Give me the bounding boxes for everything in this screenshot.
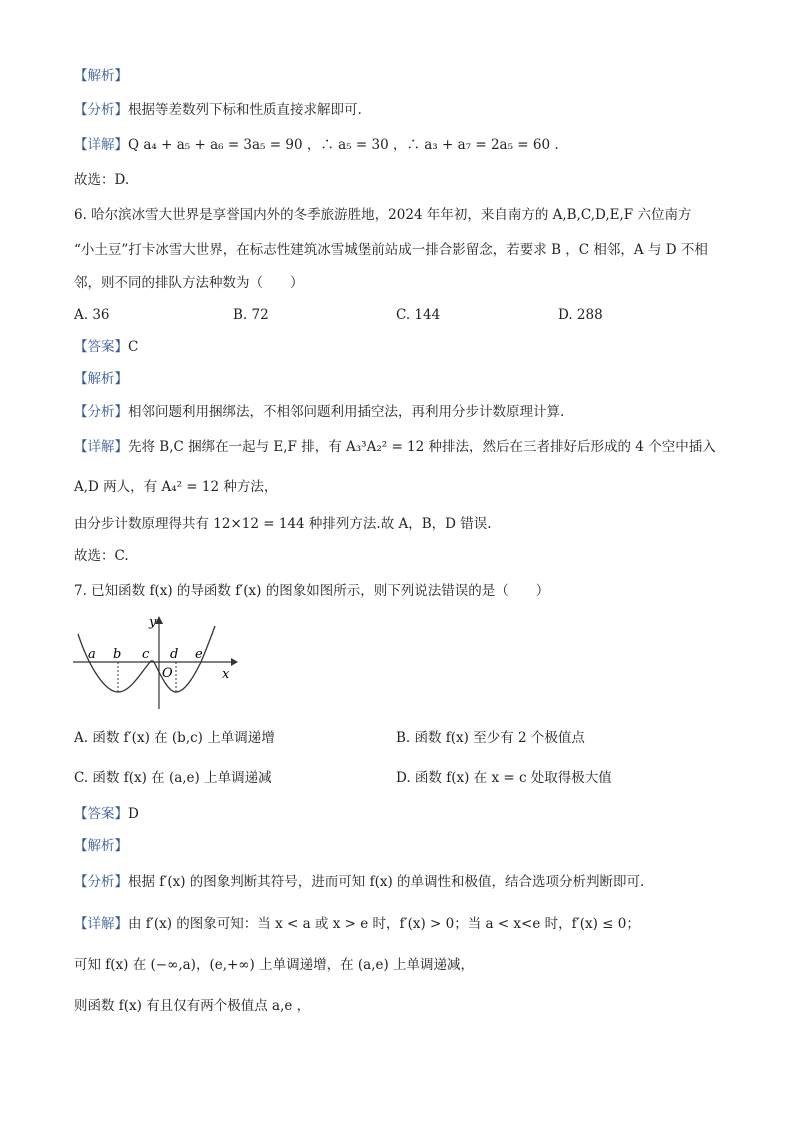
label-x: x xyxy=(222,667,230,682)
q6-fenxi-text: 相邻问题利用捆绑法，不相邻问题利用插空法，再利用分步计数原理计算. xyxy=(128,404,565,420)
q7-answer-tag: 【答案】 xyxy=(74,806,128,822)
q6-stem-line-3: 邻，则不同的排队方法种数为（ ） xyxy=(74,275,304,291)
q6-fenxi xyxy=(74,402,564,422)
q5-fenxi xyxy=(74,100,362,120)
q5-fenxi-tag: 【分析】 xyxy=(74,102,128,118)
q6-xiangjie-line-3: 由分步计数原理得共有 12×12 = 144 种排列方法.故 A，B，D 错误. xyxy=(74,516,492,532)
q5-fenxi-text: 根据等差数列下标和性质直接求解即可. xyxy=(128,102,362,118)
q6-conclusion: 故选：C. xyxy=(74,548,129,564)
label-c: c xyxy=(142,647,150,662)
label-d: d xyxy=(170,647,179,662)
derivative-graph xyxy=(68,612,248,716)
q7-xiangjie-line-2: 可知 f(x) 在 (−∞,a)，(e,+∞) 上单调递增，在 (a,e) 上单调递减， xyxy=(74,957,475,973)
q5-xiangjie-tag: 【详解】 xyxy=(74,137,128,153)
q7-option-b: B. 函数 f(x) 至少有 2 个极值点 xyxy=(396,730,585,746)
q7-xiangjie-tag: 【详解】 xyxy=(74,916,128,932)
q6-answer xyxy=(74,337,138,357)
q5-conclusion: 故选：D. xyxy=(74,172,130,188)
q6-jiexi-heading: 【解析】 xyxy=(74,371,128,387)
x-axis-arrow xyxy=(231,658,238,666)
q6-xiangjie-text-1: 先将 B,C 捆绑在一起与 E,F 排，有 A₃³A₂² = 12 种排法，然后在三者排好后形成的 4 个空中插入 xyxy=(128,439,716,455)
label-e: e xyxy=(195,647,203,662)
q6-fenxi-tag: 【分析】 xyxy=(74,404,128,420)
q7-answer xyxy=(74,804,139,824)
q7-jiexi-heading: 【解析】 xyxy=(74,838,128,854)
q6-xiangjie-line-1 xyxy=(74,437,716,457)
q7-option-a: A. 函数 f′(x) 在 (b,c) 上单调递增 xyxy=(74,730,275,746)
label-y: y xyxy=(149,615,157,630)
q7-answer-value: D xyxy=(128,806,139,822)
q5-xiangjie xyxy=(74,135,559,155)
q5-xiangjie-text: Q a₄ + a₅ + a₆ = 3a₅ = 90 ，∴ a₅ = 30 ，∴ a₃ + a₇ = 2a₅ = 60 . xyxy=(128,137,559,153)
q7-fenxi-text: 根据 f′(x) 的图象判断其符号，进而可知 f(x) 的单调性和极值，结合选项分析判断即可. xyxy=(128,874,645,890)
q6-stem-line-2: “小土豆”打卡冰雪大世界，在标志性建筑冰雪城堡前站成一排合影留念，若要求 B ，C 相邻，A 与 D 不相 xyxy=(74,242,708,258)
q6-xiangjie-line-2: A,D 两人，有 A₄² = 12 种方法， xyxy=(74,479,278,495)
q7-xiangjie-line-1 xyxy=(74,914,640,934)
q7-option-d: D. 函数 f(x) 在 x = c 处取得极大值 xyxy=(396,770,612,786)
label-b: b xyxy=(113,647,122,662)
q6-xiangjie-tag: 【详解】 xyxy=(74,439,128,455)
q7-xiangjie-line-3: 则函数 f(x) 有且仅有两个极值点 a,e ， xyxy=(74,998,311,1014)
q6-option-a: A. 36 xyxy=(74,307,110,323)
q6-option-c: C. 144 xyxy=(396,307,441,323)
q7-fenxi-tag: 【分析】 xyxy=(74,874,128,890)
q6-answer-value: C xyxy=(128,339,139,355)
q7-xiangjie-text-1: 由 f′(x) 的图象可知：当 x < a 或 x > e 时，f′(x) > 0；当 a < x<e 时，f′(x) ≤ 0； xyxy=(128,916,640,932)
q6-answer-tag: 【答案】 xyxy=(74,339,128,355)
q7-option-c: C. 函数 f(x) 在 (a,e) 上单调递减 xyxy=(74,770,272,786)
q6-stem-line-1: 6. 哈尔滨冰雪大世界是享誉国内外的冬季旅游胜地，2024 年年初，来自南方的 A,B,C,D,E,F 六位南方 xyxy=(74,207,692,223)
q5-jiexi-heading: 【解析】 xyxy=(74,68,128,84)
q7-stem: 7. 已知函数 f(x) 的导函数 f′(x) 的图象如图所示，则下列说法错误的是（ ） xyxy=(74,583,550,599)
label-a: a xyxy=(88,647,96,662)
q6-option-b: B. 72 xyxy=(233,307,269,323)
q7-fenxi xyxy=(74,872,644,892)
label-origin: O xyxy=(162,666,173,681)
q6-option-d: D. 288 xyxy=(558,307,603,323)
